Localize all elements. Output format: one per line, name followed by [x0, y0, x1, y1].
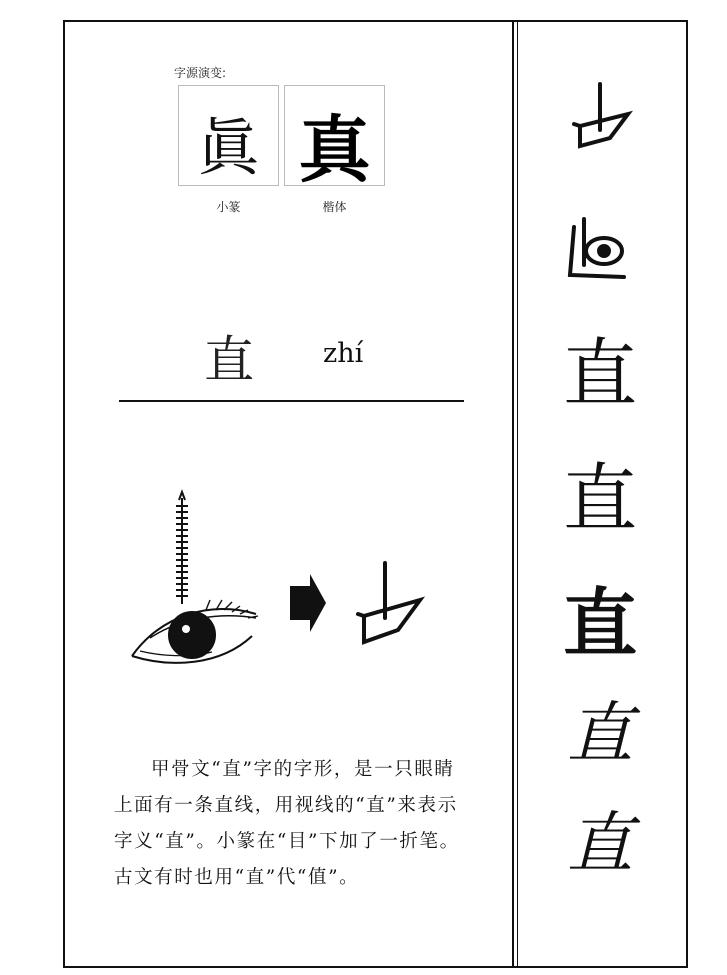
- title-rule: [119, 400, 464, 402]
- side-variant-bronze: [540, 215, 660, 285]
- side-variant-2: 直: [563, 456, 637, 542]
- side-variant-1: 直: [563, 331, 637, 417]
- side-variant-oracle: [540, 80, 660, 150]
- explanation-text: 甲骨文“直”字的字形，是一只眼睛上面有一条直线，用视线的“直”来表示字义“直”。小篆在“目”下加了一折笔。古文有时也用“直”代“值”。: [114, 759, 460, 888]
- entry-pinyin: zhí: [323, 338, 364, 369]
- entry-character: 直: [204, 331, 254, 389]
- small-seal-glyph: 眞: [197, 111, 260, 184]
- side-variant-5: 直: [567, 805, 633, 882]
- evolution-label: 字源演变:: [174, 66, 227, 80]
- side-variant-3: 直: [563, 581, 637, 667]
- regular-script-caption: 楷体: [322, 200, 347, 214]
- sightline-icon: [176, 492, 188, 604]
- regular-script-glyph: 真: [298, 108, 371, 192]
- regular-script-box: [284, 85, 385, 192]
- eye-icon: [132, 600, 258, 663]
- eye-sightline-illustration: [120, 488, 450, 678]
- side-variants-column: [540, 80, 660, 940]
- small-seal-box: [178, 85, 279, 186]
- side-variant-4: 直: [567, 695, 633, 772]
- small-seal-caption: 小篆: [216, 200, 241, 214]
- column-divider: [512, 20, 514, 968]
- oracle-bone-glyph: [358, 563, 420, 642]
- column-divider-inner: [517, 20, 518, 968]
- arrow-icon: [290, 574, 326, 632]
